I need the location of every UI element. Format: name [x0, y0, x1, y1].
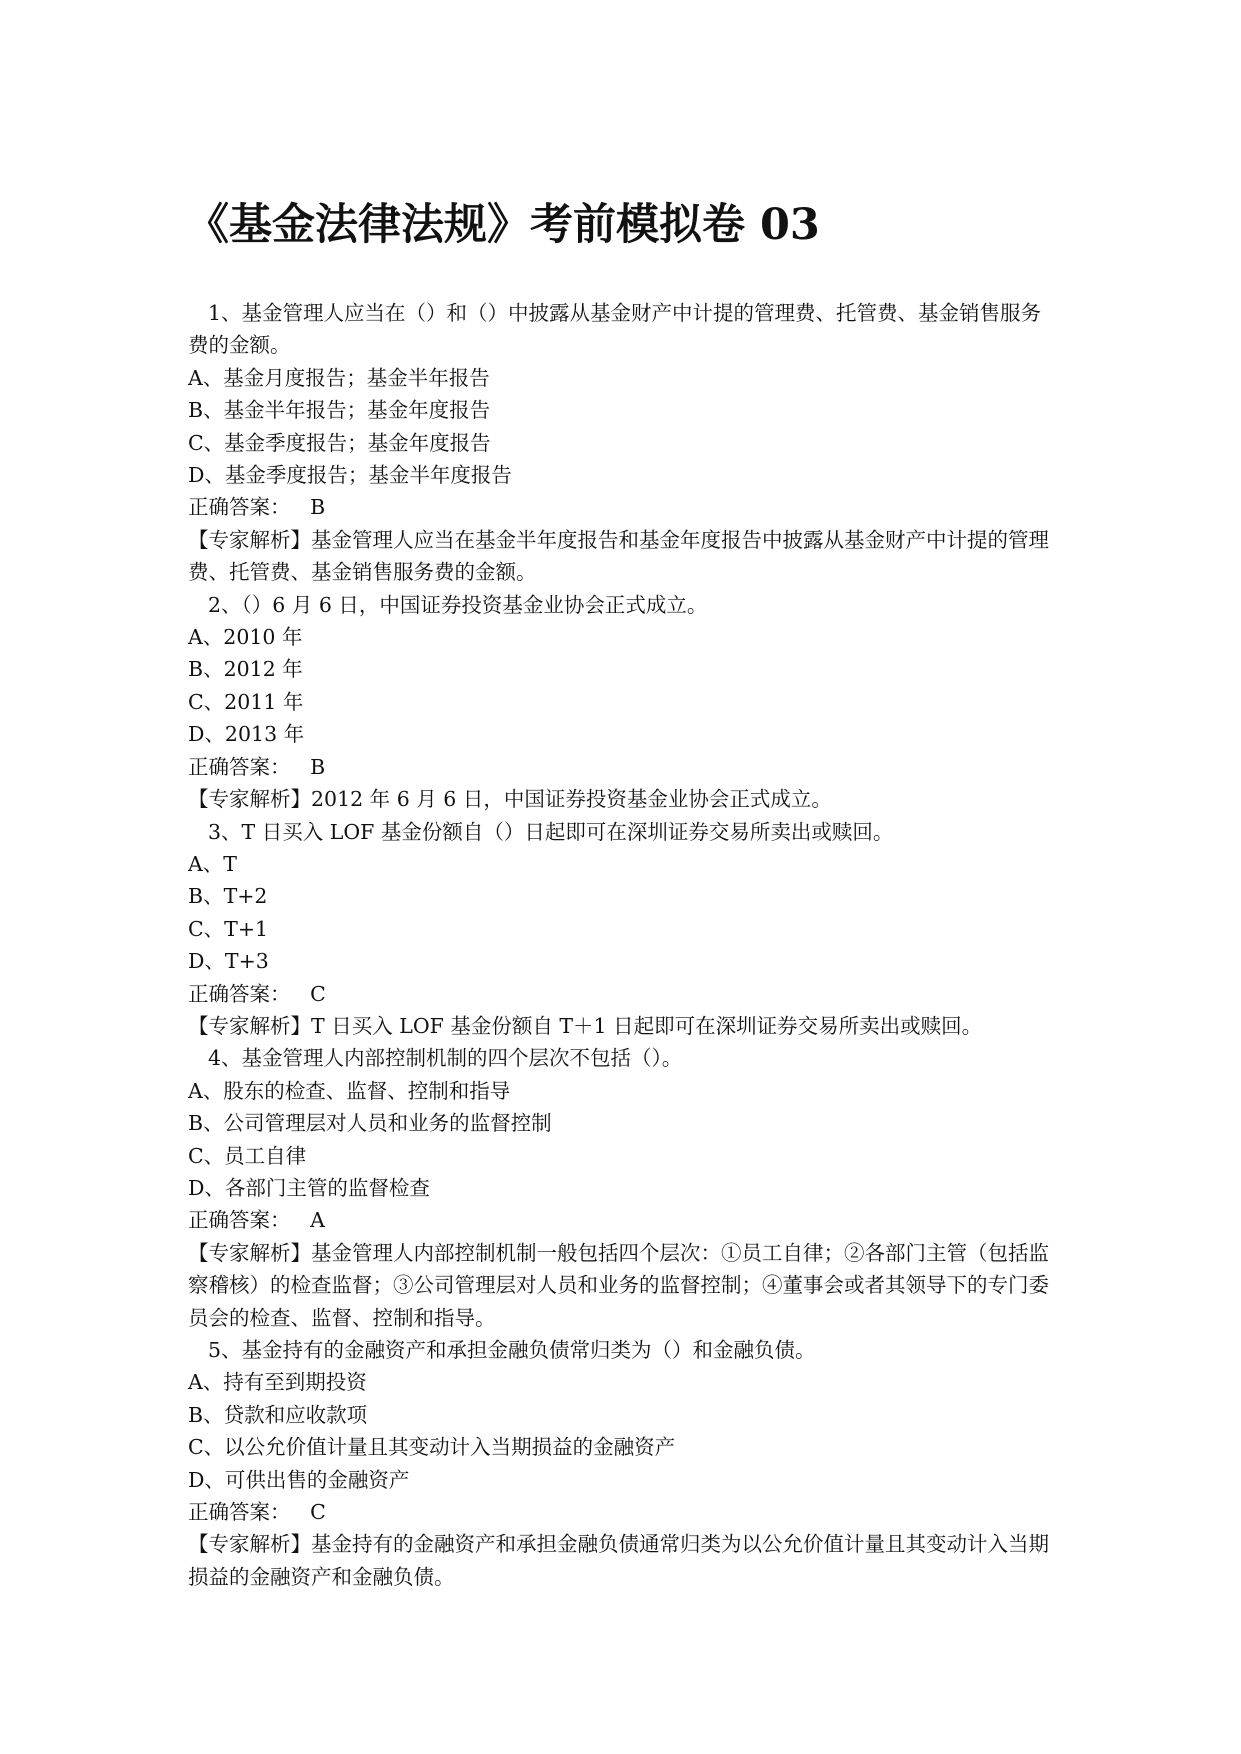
option-d: D、可供出售的金融资产 — [188, 1467, 410, 1492]
answer-line — [188, 1496, 1052, 1528]
question-item — [188, 816, 1052, 1043]
analysis-body: 基金管理人内部控制机制一般包括四个层次：①员工自律；②各部门主管（包括监察稽核）的检查监督；③公司管理层对人员和业务的监督控制；④董事会或者其领导下的专门委员会的检查、监督、控制和指导。 — [188, 1240, 1049, 1330]
analysis-tag: 【专家解析】 — [188, 1013, 311, 1038]
analysis-tag: 【专家解析】 — [188, 527, 311, 552]
analysis-tag: 【专家解析】 — [188, 1532, 311, 1557]
option-d: D、T+3 — [188, 949, 269, 974]
option-b: B、基金半年报告；基金年度报告 — [188, 398, 491, 423]
option-a: A、持有至到期投资 — [188, 1370, 367, 1395]
analysis-text — [188, 1010, 1052, 1042]
question-stem: 1、基金管理人应当在（）和（）中披露从基金财产中计提的管理费、托管费、基金销售服务费的金额。 — [188, 301, 1042, 358]
analysis-tag: 【专家解析】 — [188, 787, 311, 812]
analysis-body: 基金持有的金融资产和承担金融负债通常归类为以公允价值计量且其变动计入当期损益的金融资产和金融负债。 — [188, 1532, 1049, 1589]
option-b: B、2012 年 — [188, 657, 303, 682]
answer-label: 正确答案： — [188, 981, 291, 1006]
answer-value: C — [310, 1500, 326, 1525]
answer-value: B — [310, 495, 326, 520]
question-stem: 4、基金管理人内部控制机制的四个层次不包括（）。 — [208, 1046, 683, 1071]
answer-value: B — [310, 754, 326, 779]
option-c: C、基金季度报告；基金年度报告 — [188, 430, 491, 455]
analysis-text — [188, 783, 1052, 815]
analysis-text — [188, 1237, 1052, 1334]
option-c: C、以公允价值计量且其变动计入当期损益的金融资产 — [188, 1435, 676, 1460]
answer-line — [188, 1204, 1052, 1236]
question-item — [188, 1334, 1052, 1593]
answer-line — [188, 491, 1052, 523]
document-title: 《基金法律法规》考前模拟卷 03 — [186, 200, 820, 250]
analysis-text — [188, 524, 1052, 589]
option-c: C、2011 年 — [188, 689, 304, 714]
option-b: B、T+2 — [188, 884, 268, 909]
option-a: A、股东的检查、监督、控制和指导 — [188, 1078, 511, 1103]
answer-value: C — [310, 981, 326, 1006]
answer-label: 正确答案： — [188, 1208, 291, 1233]
question-list — [188, 297, 1052, 1593]
answer-value: A — [310, 1208, 325, 1233]
option-c: C、员工自律 — [188, 1143, 307, 1168]
answer-label: 正确答案： — [188, 754, 291, 779]
question-stem: 2、（）6 月 6 日，中国证券投资基金业协会正式成立。 — [208, 592, 708, 617]
answer-label: 正确答案： — [188, 495, 291, 520]
option-d: D、各部门主管的监督检查 — [188, 1175, 430, 1200]
analysis-body: 基金管理人应当在基金半年度报告和基金年度报告中披露从基金财产中计提的管理费、托管费、基金销售服务费的金额。 — [188, 527, 1049, 585]
option-b: B、贷款和应收款项 — [188, 1402, 368, 1427]
analysis-body: 2012 年 6 月 6 日，中国证券投资基金业协会正式成立。 — [311, 787, 832, 812]
analysis-tag: 【专家解析】 — [188, 1240, 311, 1265]
option-a: A、T — [188, 851, 237, 876]
option-b: B、公司管理层对人员和业务的监督控制 — [188, 1111, 552, 1136]
analysis-text — [188, 1528, 1052, 1593]
analysis-body: T 日买入 LOF 基金份额自 T＋1 日起即可在深圳证券交易所卖出或赎回。 — [311, 1013, 983, 1038]
answer-label: 正确答案： — [188, 1500, 291, 1525]
option-d: D、2013 年 — [188, 722, 305, 747]
question-item — [188, 297, 1052, 589]
question-item — [188, 589, 1052, 816]
question-item — [188, 1042, 1052, 1334]
question-stem: 5、基金持有的金融资产和承担金融负债常归类为（）和金融负债。 — [208, 1338, 816, 1362]
option-d: D、基金季度报告；基金半年度报告 — [188, 463, 512, 488]
question-stem: 3、T 日买入 LOF 基金份额自（）日起即可在深圳证券交易所卖出或赎回。 — [208, 819, 894, 844]
answer-line — [188, 978, 1052, 1010]
answer-line — [188, 751, 1052, 783]
option-a: A、基金月度报告；基金半年报告 — [188, 365, 490, 390]
option-a: A、2010 年 — [188, 625, 303, 650]
option-c: C、T+1 — [188, 916, 269, 941]
